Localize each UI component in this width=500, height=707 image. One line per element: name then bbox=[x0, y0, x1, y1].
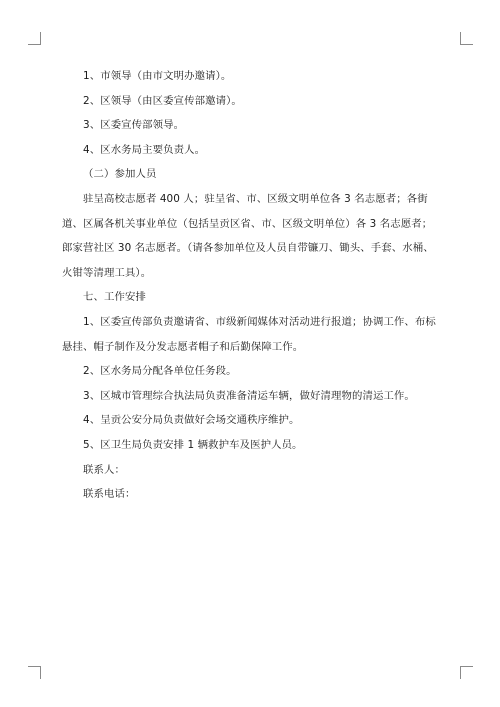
paragraph-leader-water: 4、区水务局主要负责人。 bbox=[83, 143, 206, 156]
contact-phone-label: 联系电话： bbox=[83, 488, 136, 501]
paragraph-leader-city: 1、市领导（由市文明办邀请）。 bbox=[83, 70, 232, 82]
paragraph-arrangement-4: 4、呈贡公安分局负责做好会场交通秩序维护。 bbox=[83, 414, 300, 427]
section-heading-participants: （二）参加人员 bbox=[83, 168, 157, 181]
crop-mark-top-left bbox=[28, 32, 41, 45]
paragraph-arrangement-2: 2、区水务局分配各单位任务段。 bbox=[83, 365, 237, 378]
paragraph-arrangement-5: 5、区卫生局负责安排 1 辆救护车及医护人员。 bbox=[83, 438, 303, 451]
paragraph-arrangement-1: 1、区委宣传部负责邀请省、市级新闻媒体对活动进行报道；协调工作、布标悬挂、帽子制作及分发志愿者帽子和后勤保障工作。 bbox=[62, 315, 436, 353]
paragraph-leader-district: 2、区领导（由区委宣传部邀请）。 bbox=[83, 94, 242, 107]
paragraph-arrangement-3: 3、区城市管理综合执法局负责准备清运车辆，做好清理物的清运工作。 bbox=[83, 389, 415, 402]
document-body bbox=[62, 64, 440, 507]
paragraph-leader-publicity: 3、区委宣传部领导。 bbox=[83, 119, 185, 132]
paragraph-participants: 驻呈高校志愿者 400 人；驻呈省、市、区级文明单位各 3 名志愿者；各街道、区属各机关事业单位（包括呈贡区省、市、区级文明单位）各 3 名志愿者；郎家营社区 30 名志愿者。（请各参加单位及人员自带镰刀、锄头、手套、水桶、火钳等清理工具）。 bbox=[62, 192, 434, 279]
crop-mark-top-right bbox=[460, 32, 473, 45]
crop-mark-bottom-right bbox=[460, 666, 473, 679]
crop-mark-bottom-left bbox=[28, 666, 41, 679]
section-heading-arrangements: 七、工作安排 bbox=[83, 291, 146, 304]
contact-person-label: 联系人： bbox=[83, 463, 125, 476]
